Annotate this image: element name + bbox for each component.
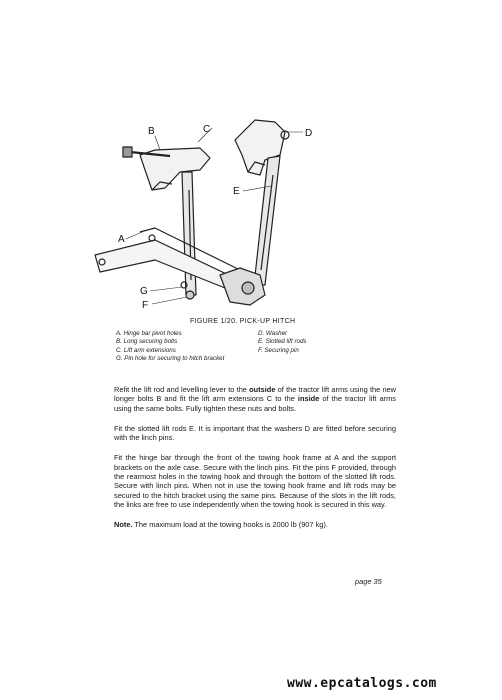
legend-row — [116, 330, 376, 338]
emphasis-inside: inside — [297, 394, 320, 404]
callout-A: A — [118, 234, 125, 245]
legend-row — [116, 347, 376, 355]
figure-caption: FIGURE 1/20. PICK-UP HITCH — [190, 318, 296, 325]
callout-E: E — [233, 186, 240, 197]
page-number: page 35 — [355, 577, 382, 586]
paragraph-lift-rod: Refit the lift rod and levelling lever to the outside of the tractor lift arms using the new longer bolts B and fit the lift arm extensions C to the inside of the tractor lift arms using the same bolts. Fully tighten these nuts and bolts. — [114, 385, 397, 413]
legend-item-E: E. Slotted lift rods — [258, 338, 307, 346]
legend-item-C: C. Lift arm extensions — [116, 346, 176, 354]
legend-row — [116, 355, 376, 363]
legend-item-B: B. Long securing bolts — [116, 338, 178, 346]
legend-item-G: G. Pin hole for securing to hitch bracket — [116, 354, 225, 362]
legend-item-F: F. Securing pin — [258, 346, 299, 354]
callout-B: B — [148, 126, 155, 137]
instructions-text — [114, 385, 396, 541]
legend-item-D: D. Washer — [258, 330, 288, 337]
callout-F: F — [142, 300, 149, 311]
legend-item-A: A. Hinge bar pivot holes — [116, 330, 182, 337]
paragraph-slotted-rods: Fit the slotted lift rods E. It is important that the washers D are fitted before securing with the linch pins. — [114, 423, 396, 443]
legend-row — [116, 338, 376, 346]
figure-legend — [116, 330, 376, 363]
callout-C: C — [203, 124, 211, 135]
emphasis-outside: outside — [249, 385, 276, 394]
watermark-url: www.epcatalogs.com — [287, 676, 437, 691]
paragraph-hinge-bar: Fit the hinge bar through the front of the towing hook frame at A and the support brackets on the axle case. Secure with the linch pins. Fit the pins F provided, through the rearmost holes in the towing hook and through the bottom of the slotted lift rods. Secure with linch pins. When not in use the towing hook frame and lift rods may be secured to the hitch bracket using the same pins. Because of the slots in the lift rods, the links are free to use independently when the towing hook is secured in this way. — [114, 453, 396, 509]
callout-D: D — [305, 128, 313, 139]
paragraph-note: Note. The maximum load at the towing hooks is 2000 lb (907 kg). — [114, 520, 328, 530]
pick-up-hitch-illustration — [60, 110, 390, 320]
callout-G: G — [140, 286, 148, 297]
note-label: Note. — [114, 520, 133, 530]
